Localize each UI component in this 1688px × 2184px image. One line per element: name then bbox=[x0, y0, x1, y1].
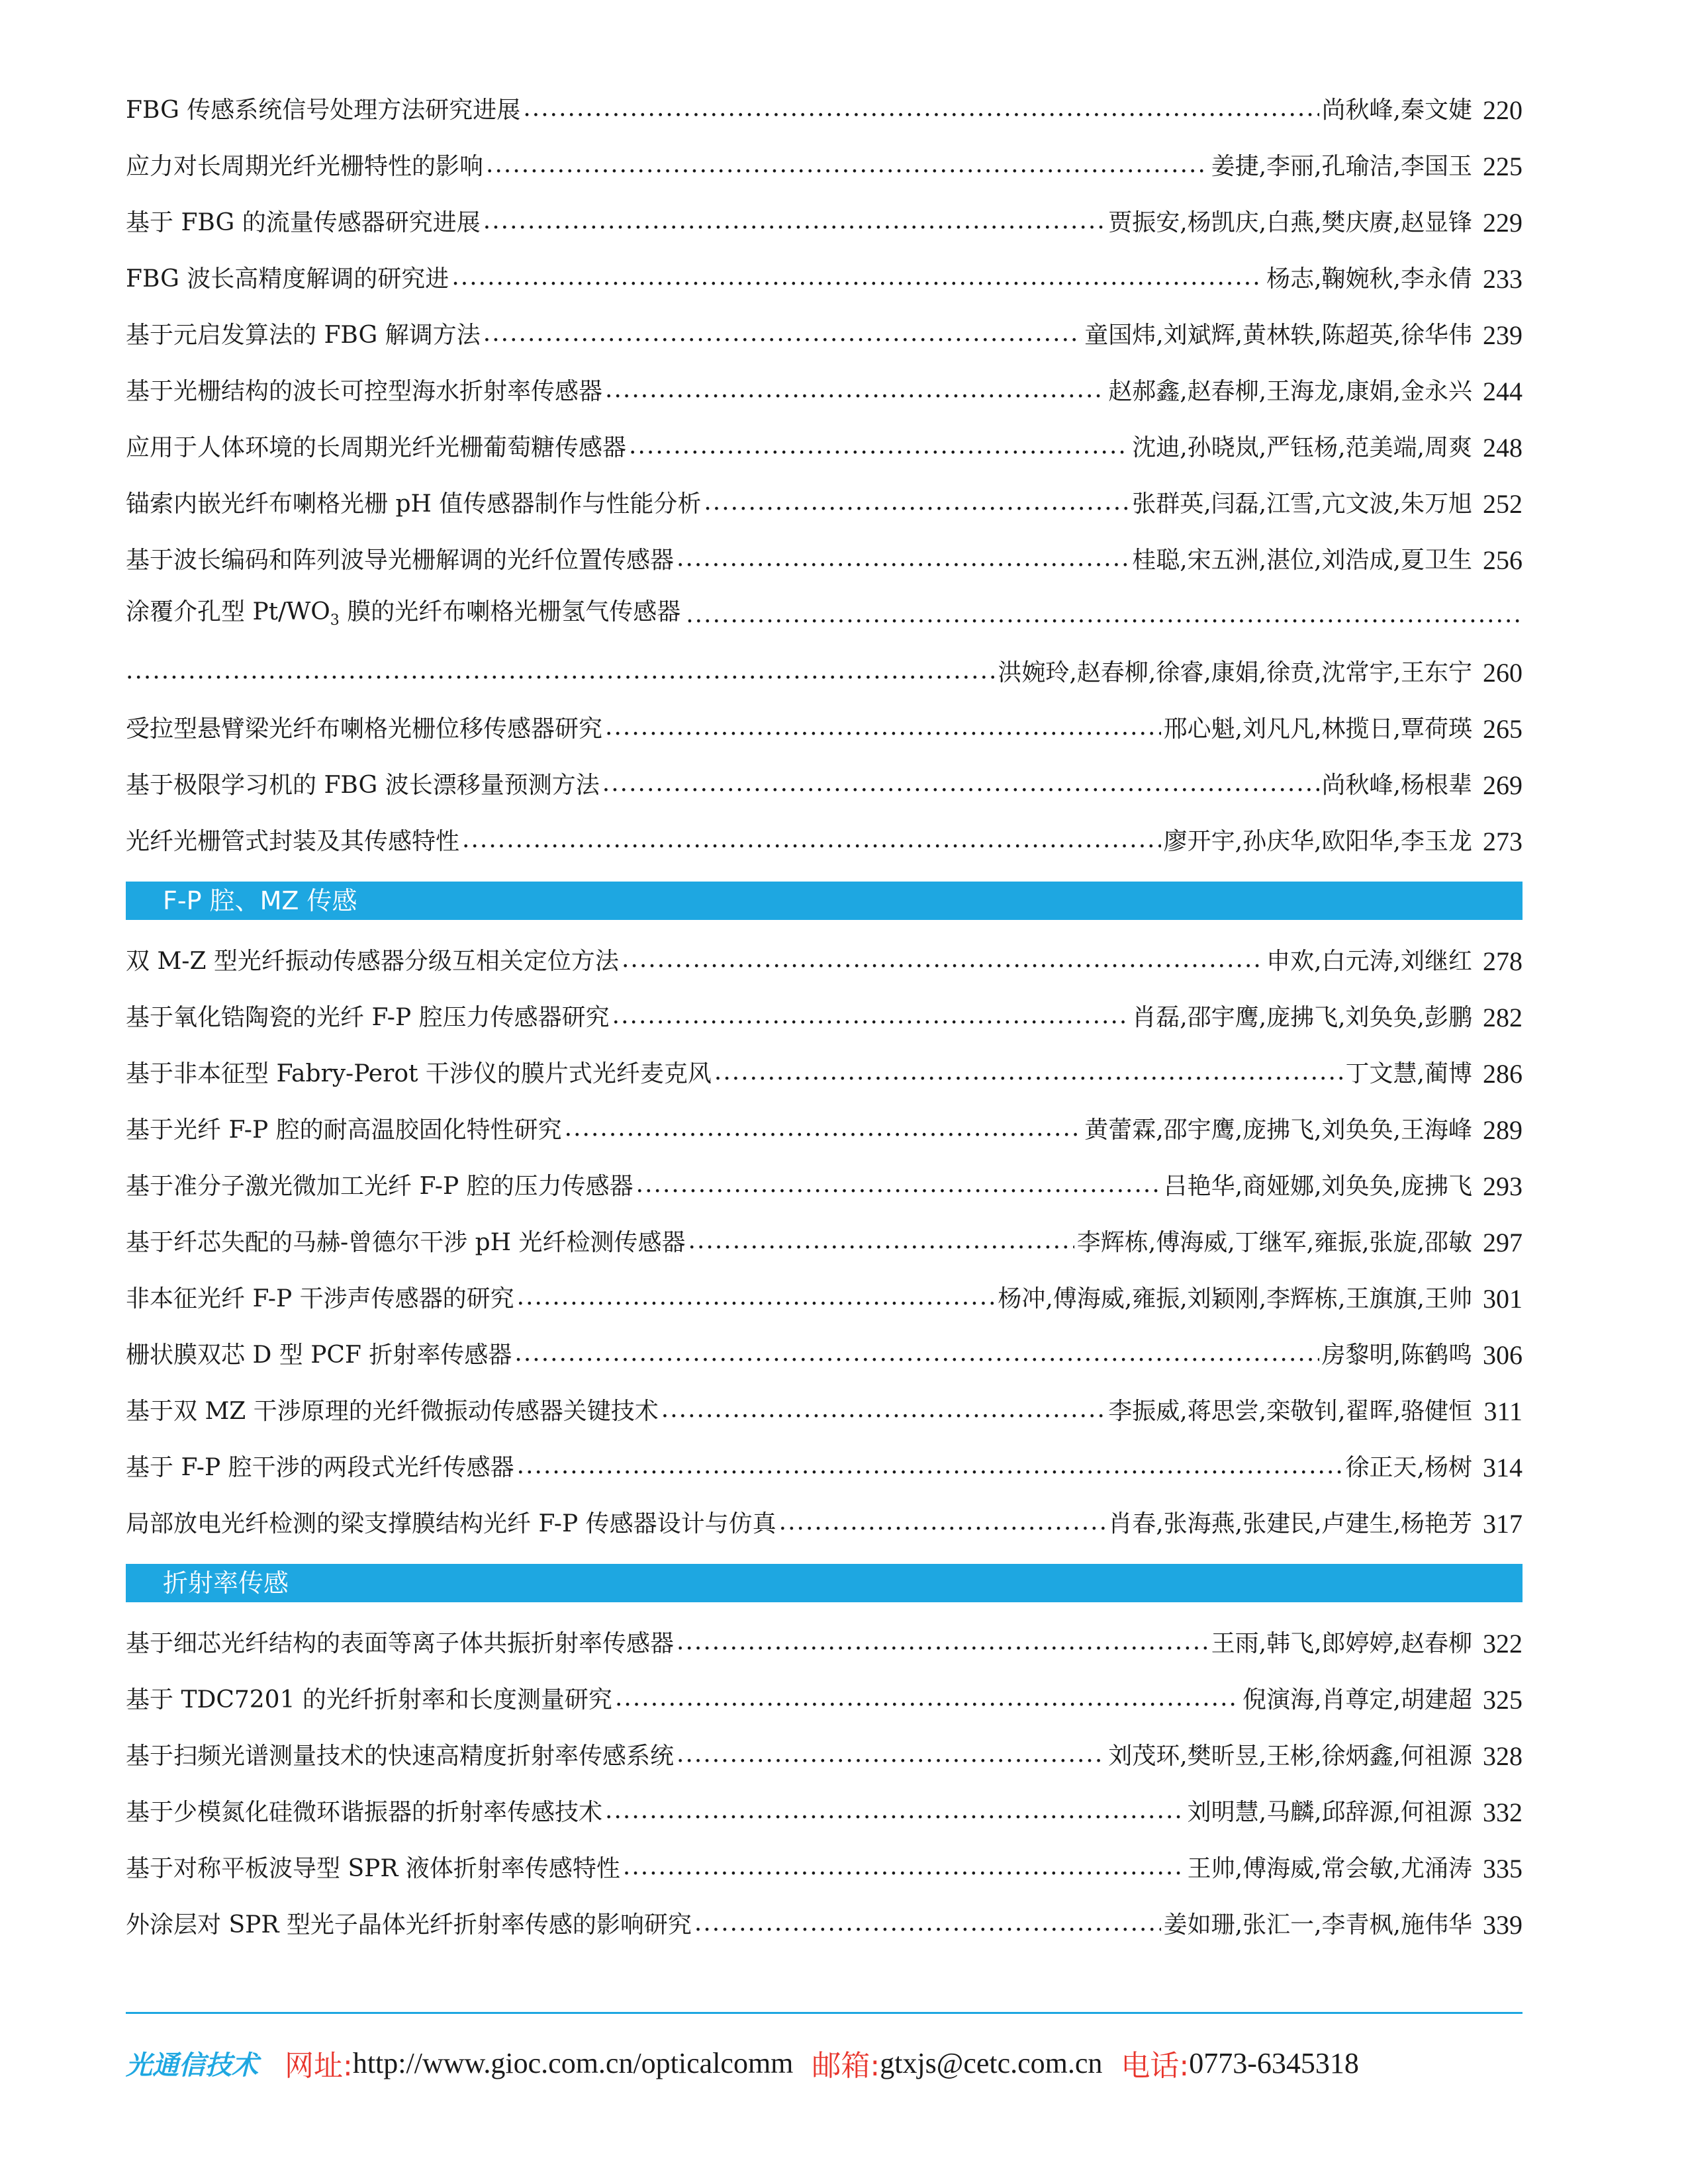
toc-entry-page: 265 bbox=[1483, 714, 1523, 744]
leader-dots bbox=[661, 1388, 1105, 1445]
toc-entry-page: 332 bbox=[1483, 1797, 1523, 1827]
toc-entry-authors: 李振威,蒋思尝,栾敬钊,翟晖,骆健恒 bbox=[1108, 1398, 1472, 1425]
leader-dots bbox=[688, 1220, 1074, 1276]
toc-entry-authors: 倪演海,肖尊定,胡建超 bbox=[1243, 1686, 1472, 1713]
toc-entry-title: 局部放电光纤检测的梁支撑膜结构光纤 F-P 传感器设计与仿真 bbox=[126, 1510, 776, 1537]
toc-entry-authors: 黄蕾霖,邵宇鹰,庞拂飞,刘奂奂,王海峰 bbox=[1084, 1116, 1472, 1144]
toc-entry-page: 225 bbox=[1483, 152, 1523, 181]
leader-dots bbox=[602, 762, 1319, 819]
toc-entry[interactable] bbox=[126, 1728, 1523, 1784]
toc-entry-page: 325 bbox=[1483, 1685, 1523, 1715]
toc-entry-authors: 刘明慧,马麟,邱辞源,何祖源 bbox=[1187, 1799, 1472, 1826]
leader-dots bbox=[605, 706, 1161, 762]
toc-entry[interactable] bbox=[126, 1102, 1523, 1158]
table-of-contents bbox=[126, 82, 1523, 1953]
toc-entry-page: 273 bbox=[1483, 827, 1523, 856]
leader-dots bbox=[779, 1501, 1106, 1557]
toc-entry-authors: 肖磊,邵宇鹰,庞拂飞,刘奂奂,彭鹏 bbox=[1132, 1004, 1472, 1031]
toc-entry[interactable] bbox=[126, 1046, 1523, 1102]
toc-entry-page: 322 bbox=[1483, 1629, 1523, 1659]
toc-entry-authors: 廖开宇,孙庆华,欧阳华,李玉龙 bbox=[1163, 828, 1472, 855]
toc-entry[interactable] bbox=[126, 1214, 1523, 1271]
toc-entry-title: 非本征光纤 F-P 干涉声传感器的研究 bbox=[126, 1285, 514, 1312]
toc-entry-page: 297 bbox=[1483, 1228, 1523, 1257]
toc-entry-title: 基于 FBG 的流量传感器研究进展 bbox=[126, 209, 481, 236]
toc-entry-page: 256 bbox=[1483, 545, 1523, 575]
toc-entry-title: 基于光纤 F-P 腔的耐高温胶固化特性研究 bbox=[126, 1116, 562, 1144]
toc-entry[interactable] bbox=[126, 933, 1523, 989]
toc-entry-page: 220 bbox=[1483, 95, 1523, 125]
toc-entry-authors: 邢心魁,刘凡凡,林揽日,覃荷瑛 bbox=[1163, 715, 1472, 743]
toc-entry[interactable] bbox=[126, 813, 1523, 870]
toc-entry-title: 双 M-Z 型光纤振动传感器分级互相关定位方法 bbox=[126, 948, 619, 975]
leader-dots bbox=[605, 369, 1105, 425]
toc-entry[interactable] bbox=[126, 1897, 1523, 1953]
toc-entry-title: 基于扫频光谱测量技术的快速高精度折射率传感系统 bbox=[126, 1743, 675, 1770]
phone-number: 0773-6345318 bbox=[1189, 2046, 1359, 2079]
toc-entry-authors: 王雨,韩飞,郎婷婷,赵春柳 bbox=[1211, 1630, 1472, 1657]
leader-dots bbox=[694, 1902, 1161, 1958]
toc-entry-authors: 赵郝鑫,赵春柳,王海龙,康娟,金永兴 bbox=[1108, 378, 1472, 405]
leader-dots bbox=[565, 1107, 1082, 1163]
toc-entry-authors: 徐正天,杨树 bbox=[1345, 1454, 1472, 1481]
toc-entry-authors: 丁文慧,蔺博 bbox=[1345, 1060, 1472, 1087]
leader-dots bbox=[677, 537, 1129, 594]
toc-entry[interactable] bbox=[126, 363, 1523, 420]
toc-entry[interactable] bbox=[126, 989, 1523, 1046]
section-heading-fp-mz: F-P 腔、MZ 传感 bbox=[126, 882, 1523, 920]
toc-entry[interactable] bbox=[126, 701, 1523, 757]
toc-entry-wrapped-line1[interactable] bbox=[126, 588, 1523, 645]
toc-entry[interactable] bbox=[126, 195, 1523, 251]
toc-entry-page: 306 bbox=[1483, 1340, 1523, 1370]
toc-entry-title: 光纤光栅管式封装及其传感特性 bbox=[126, 828, 460, 855]
toc-entry-page: 289 bbox=[1483, 1115, 1523, 1145]
toc-entry-page: 278 bbox=[1483, 946, 1523, 976]
toc-entry-title: FBG 波长高精度解调的研究进 bbox=[126, 265, 449, 293]
toc-entry-title: 基于氧化锆陶瓷的光纤 F-P 腔压力传感器研究 bbox=[126, 1004, 610, 1031]
leader-dots bbox=[629, 425, 1129, 481]
toc-entry-page: 229 bbox=[1483, 208, 1523, 238]
toc-entry-title: 基于波长编码和阵列波导光栅解调的光纤位置传感器 bbox=[126, 547, 675, 574]
toc-entry-authors: 尚秋峰,秦文婕 bbox=[1321, 97, 1472, 124]
toc-entry[interactable] bbox=[126, 82, 1523, 138]
email-link[interactable]: gtxjs@cetc.com.cn bbox=[880, 2046, 1103, 2079]
leader-dots bbox=[462, 819, 1161, 875]
leader-dots bbox=[686, 594, 1520, 650]
leader-dots bbox=[612, 995, 1130, 1051]
toc-entry-page: 328 bbox=[1483, 1741, 1523, 1771]
toc-entry-authors: 桂聪,宋五洲,湛位,刘浩成,夏卫生 bbox=[1132, 547, 1472, 574]
toc-entry-page: 339 bbox=[1483, 1910, 1523, 1940]
website-link[interactable]: http://www.gioc.com.cn/opticalcomm bbox=[352, 2046, 794, 2079]
toc-entry-page: 317 bbox=[1483, 1509, 1523, 1539]
email-label: 邮箱: bbox=[812, 2049, 880, 2083]
toc-entry-authors: 杨志,鞠婉秋,李永倩 bbox=[1266, 265, 1472, 293]
toc-entry-title: 涂覆介孔型 $Pt/WO_3$ 膜的光纤布喇格光栅氢气传感器 bbox=[126, 598, 681, 629]
toc-entry-authors: 申欢,白元涛,刘继红 bbox=[1266, 948, 1472, 975]
toc-entry-title: 基于极限学习机的 FBG 波长漂移量预测方法 bbox=[126, 772, 600, 799]
toc-entry[interactable] bbox=[126, 1439, 1523, 1496]
toc-entry-title: 基于非本征型 Fabry-Perot 干涉仪的膜片式光纤麦克风 bbox=[126, 1060, 712, 1087]
toc-entry-page: 248 bbox=[1483, 433, 1523, 463]
toc-entry-authors: 张群英,闫磊,江雪,亢文波,朱万旭 bbox=[1132, 490, 1472, 518]
toc-entry-authors: 姜如珊,张汇一,李青枫,施伟华 bbox=[1163, 1911, 1472, 1938]
footer-divider bbox=[126, 2012, 1523, 2014]
toc-entry[interactable] bbox=[126, 532, 1523, 588]
leader-dots bbox=[514, 1332, 1319, 1388]
leader-dots bbox=[623, 1846, 1185, 1902]
toc-entry-authors: 王帅,傅海威,常会敏,尤涌涛 bbox=[1187, 1855, 1472, 1882]
toc-entry-title: 基于纤芯失配的马赫-曾德尔干涉 pH 光纤检测传感器 bbox=[126, 1229, 686, 1256]
leader-dots bbox=[677, 1621, 1209, 1677]
toc-entry-authors: 姜捷,李丽,孔瑜洁,李国玉 bbox=[1211, 153, 1472, 180]
toc-entry-authors: 李辉栋,傅海威,丁继军,雍振,张旋,邵敏 bbox=[1076, 1229, 1472, 1256]
toc-entry[interactable] bbox=[126, 1615, 1523, 1672]
toc-entry-authors: 杨冲,傅海威,雍振,刘颖刚,李辉栋,王旗旗,王帅 bbox=[998, 1285, 1472, 1312]
toc-entry-authors: 刘茂环,樊昕昱,王彬,徐炳鑫,何祖源 bbox=[1108, 1743, 1472, 1770]
leader-dots bbox=[677, 1733, 1105, 1790]
toc-entry-authors: 尚秋峰,杨根辈 bbox=[1321, 772, 1472, 799]
toc-entry-title: 受拉型悬臂梁光纤布喇格光栅位移传感器研究 bbox=[126, 715, 603, 743]
leader-dots bbox=[451, 256, 1264, 312]
toc-entry[interactable] bbox=[126, 307, 1523, 363]
leader-dots bbox=[483, 312, 1082, 369]
toc-entry-title: 基于少模氮化硅微环谐振器的折射率传感技术 bbox=[126, 1799, 603, 1826]
toc-entry-title: 基于双 MZ 干涉原理的光纤微振动传感器关键技术 bbox=[126, 1398, 659, 1425]
toc-entry[interactable] bbox=[126, 138, 1523, 195]
toc-entry[interactable] bbox=[126, 251, 1523, 307]
toc-entry-title: 基于 F-P 腔干涉的两段式光纤传感器 bbox=[126, 1454, 514, 1481]
leader-dots bbox=[523, 87, 1319, 144]
toc-group-fp-mz bbox=[126, 933, 1523, 1552]
toc-group-fbg-cont bbox=[126, 701, 1523, 870]
toc-entry[interactable] bbox=[126, 757, 1523, 813]
toc-entry[interactable] bbox=[126, 1841, 1523, 1897]
toc-entry-page: 239 bbox=[1483, 320, 1523, 350]
toc-entry-title: 基于准分子激光微加工光纤 F-P 腔的压力传感器 bbox=[126, 1173, 633, 1200]
toc-entry-page: 335 bbox=[1483, 1854, 1523, 1884]
toc-entry-page: 233 bbox=[1483, 264, 1523, 294]
toc-entry-authors: 肖春,张海燕,张建民,卢建生,杨艳芳 bbox=[1108, 1510, 1472, 1537]
phone-label: 电话: bbox=[1121, 2049, 1190, 2083]
toc-group-fbg bbox=[126, 82, 1523, 588]
leader-dots bbox=[622, 938, 1264, 995]
toc-entry-authors: 童国炜,刘斌辉,黄林轶,陈超英,徐华伟 bbox=[1084, 322, 1472, 349]
website-label: 网址: bbox=[285, 2049, 353, 2083]
toc-entry-page: 260 bbox=[1483, 658, 1523, 688]
toc-entry-title: 基于对称平板波导型 SPR 液体折射率传感特性 bbox=[126, 1855, 620, 1882]
leader-dots bbox=[126, 650, 995, 706]
section-heading-refractive-index: 折射率传感 bbox=[126, 1564, 1523, 1602]
toc-entry[interactable] bbox=[126, 1271, 1523, 1327]
toc-entry[interactable] bbox=[126, 1784, 1523, 1841]
toc-entry-page: 269 bbox=[1483, 770, 1523, 800]
toc-entry-title: 基于细芯光纤结构的表面等离子体共振折射率传感器 bbox=[126, 1630, 675, 1657]
toc-entry-page: 282 bbox=[1483, 1003, 1523, 1032]
toc-entry-authors: 贾振安,杨凯庆,白燕,樊庆赓,赵显锋 bbox=[1108, 209, 1472, 236]
toc-entry-page: 244 bbox=[1483, 377, 1523, 406]
toc-entry-page: 311 bbox=[1483, 1396, 1523, 1426]
toc-entry-title: 锚索内嵌光纤布喇格光栅 pH 值传感器制作与性能分析 bbox=[126, 490, 702, 518]
toc-entry-title: 外涂层对 SPR 型光子晶体光纤折射率传感的影响研究 bbox=[126, 1911, 692, 1938]
toc-entry-title: 基于元启发算法的 FBG 解调方法 bbox=[126, 322, 481, 349]
toc-entry-authors: 沈迪,孙晓岚,严钰杨,范美端,周爽 bbox=[1132, 434, 1472, 461]
leader-dots bbox=[605, 1790, 1185, 1846]
toc-entry-authors: 洪婉玲,赵春柳,徐睿,康娟,徐贲,沈常宇,王东宁 bbox=[998, 659, 1472, 686]
toc-entry-title: 基于光栅结构的波长可控型海水折射率传感器 bbox=[126, 378, 603, 405]
toc-entry-wrapped-line2[interactable] bbox=[126, 645, 1523, 701]
leader-dots bbox=[615, 1677, 1240, 1733]
toc-group-refractive-index bbox=[126, 1615, 1523, 1953]
leader-dots bbox=[704, 481, 1129, 537]
toc-entry-authors: 房黎明,陈鹤鸣 bbox=[1321, 1342, 1472, 1369]
toc-entry[interactable] bbox=[126, 1158, 1523, 1214]
leader-dots bbox=[714, 1051, 1343, 1107]
footer bbox=[126, 2040, 1523, 2086]
leader-dots bbox=[636, 1163, 1161, 1220]
toc-entry-title: 应用于人体环境的长周期光纤光栅葡萄糖传感器 bbox=[126, 434, 627, 461]
journal-logo: 光通信技术 bbox=[126, 2050, 258, 2081]
toc-entry-title: FBG 传感系统信号处理方法研究进展 bbox=[126, 97, 521, 124]
toc-entry-title: 应力对长周期光纤光栅特性的影响 bbox=[126, 153, 484, 180]
leader-dots bbox=[486, 144, 1209, 200]
toc-entry-title: 栅状膜双芯 D 型 PCF 折射率传感器 bbox=[126, 1342, 512, 1369]
toc-entry-page: 301 bbox=[1483, 1284, 1523, 1314]
toc-entry[interactable] bbox=[126, 1496, 1523, 1552]
leader-dots bbox=[517, 1445, 1343, 1501]
toc-entry-page: 293 bbox=[1483, 1171, 1523, 1201]
toc-entry-page: 314 bbox=[1483, 1453, 1523, 1482]
toc-entry[interactable] bbox=[126, 1672, 1523, 1728]
leader-dots bbox=[517, 1276, 996, 1332]
leader-dots bbox=[483, 200, 1105, 256]
toc-entry-authors: 吕艳华,商娅娜,刘奂奂,庞拂飞 bbox=[1163, 1173, 1472, 1200]
toc-entry[interactable] bbox=[126, 1327, 1523, 1383]
toc-entry[interactable] bbox=[126, 476, 1523, 532]
toc-entry-title: 基于 TDC7201 的光纤折射率和长度测量研究 bbox=[126, 1686, 612, 1713]
toc-entry-page: 252 bbox=[1483, 489, 1523, 519]
toc-entry[interactable] bbox=[126, 1383, 1523, 1439]
toc-entry-page: 286 bbox=[1483, 1059, 1523, 1089]
toc-entry[interactable] bbox=[126, 420, 1523, 476]
